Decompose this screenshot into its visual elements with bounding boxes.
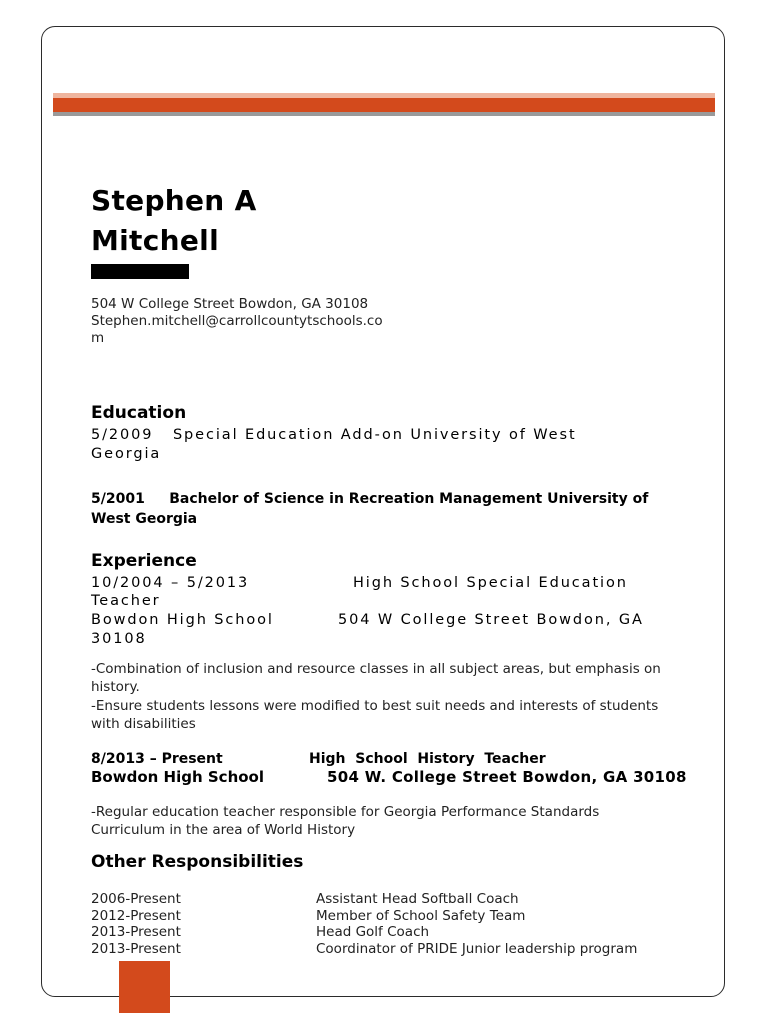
job-1-title: High School Special Education — [353, 575, 628, 591]
job-1-address: 504 W College Street Bowdon, GA — [338, 612, 644, 628]
responsibility-dates: 2006-Present — [91, 891, 181, 907]
education-entry-2-line-1 — [91, 490, 648, 509]
job-1-description-2: -Ensure students lessons were modified to best suit needs and interests of students with disabilities — [91, 698, 659, 732]
contact-block — [91, 296, 391, 347]
experience-heading: Experience — [91, 551, 197, 571]
job-2-employer: Bowdon High School — [91, 768, 264, 786]
job-2-address: 504 W. College Street Bowdon, GA 30108 — [327, 768, 687, 786]
responsibility-dates: 2013-Present — [91, 924, 181, 940]
job-2-description: -Regular education teacher responsible for Georgia Performance Standards Curriculum in the area of World History — [91, 804, 600, 838]
job-1-title-cont: Teacher — [91, 593, 161, 609]
responsibility-row — [91, 924, 430, 941]
responsibility-role: Head Golf Coach — [316, 924, 430, 940]
name-line-1: Stephen A — [91, 184, 257, 217]
job-1-description-1: -Combination of inclusion and resource classes in all subject areas, but emphasis on history. — [91, 661, 661, 695]
job-1-employer: Bowdon High School — [91, 612, 274, 628]
education-entry-1-line-1 — [91, 426, 577, 445]
education-heading: Education — [91, 403, 187, 423]
responsibility-row — [91, 891, 519, 908]
education-entry-1-text: Special Education Add-on University of West — [172, 427, 577, 443]
responsibility-row — [91, 940, 638, 958]
responsibility-role: Assistant Head Softball Coach — [316, 891, 519, 907]
education-entry-2-line-2: West Georgia — [91, 511, 198, 527]
resume-name — [91, 181, 257, 261]
education-entry-1-date: 5/2009 — [91, 427, 154, 443]
responsibility-dates: 2012-Present — [91, 907, 181, 924]
job-2-title: High School History Teacher — [309, 751, 546, 767]
responsibility-row — [91, 907, 526, 925]
education-entry-2-date: 5/2001 — [91, 491, 145, 507]
contact-email: Stephen.mitchell@carrollcountytschools.com — [91, 313, 383, 346]
footer-accent-block — [119, 961, 170, 1013]
header-grey-bar — [53, 112, 715, 116]
responsibility-role: Coordinator of PRIDE Junior leadership program — [316, 940, 638, 957]
job-1-address-cont: 30108 — [91, 631, 147, 647]
education-entry-2-text: Bachelor of Science in Recreation Management University of — [169, 491, 649, 507]
name-underline-bar — [91, 264, 189, 279]
other-responsibilities-heading: Other Responsibilities — [91, 852, 304, 872]
job-1-dates: 10/2004 – 5/2013 — [91, 575, 250, 591]
name-line-2: Mitchell — [91, 224, 219, 257]
responsibility-role: Member of School Safety Team — [316, 907, 526, 924]
contact-address: 504 W College Street Bowdon, GA 30108 — [91, 296, 369, 312]
header-accent-bar — [53, 98, 715, 112]
education-entry-1-line-2: Georgia — [91, 446, 162, 462]
responsibility-dates: 2013-Present — [91, 940, 181, 957]
job-2-dates: 8/2013 – Present — [91, 751, 223, 767]
